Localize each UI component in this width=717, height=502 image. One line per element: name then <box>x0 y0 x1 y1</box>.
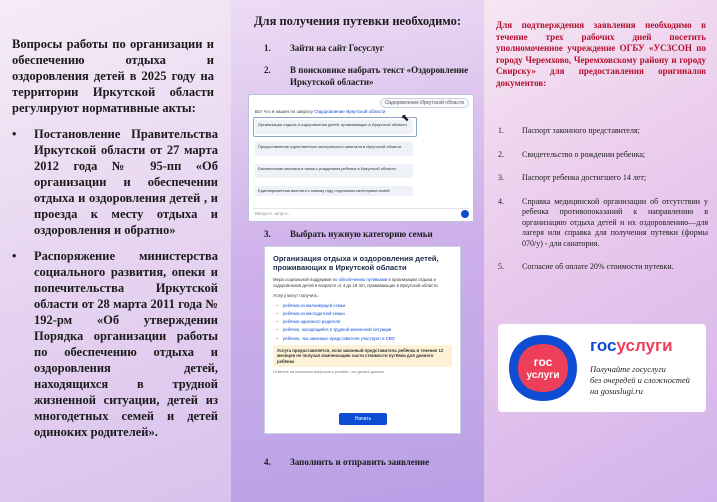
category-screenshot <box>264 246 461 434</box>
requirements-lead: Для подтверждения заявления необходимо в течение трех рабочих дней посетить уполномоченное учреждение ОГБУ «УСЗСОН по городу Черемхово, Черемховскому району и городу Свирску» для предоставления оригиналов документов: <box>496 20 706 88</box>
intro-text: Вопросы работы по организации и обеспечению отдыха и оздоровления детей в 2025 году на территории Иркутской области регулируют нормативные акты: <box>12 37 214 115</box>
doc-text: Паспорт ребенка достигшего 14 лет; <box>522 173 647 182</box>
doc-number: 4. <box>498 196 504 206</box>
step-number: 2. <box>264 65 271 75</box>
category-intro-link: по обеспечению путёвками <box>332 277 388 282</box>
category-item: – ребёнок одинокого родителя <box>273 319 452 324</box>
doc-text: Справка медицинской организации об отсутствии у ребенка противопоказаний к направлению в организацию отдыха детей и их оздоровлению—для лагеря или справка для получения путевки (формы 070/у) - для санатория. <box>522 196 708 248</box>
gosuslugi-tagline: без очередей и сложностей <box>590 375 690 385</box>
search-option: Единовременная выплата к новому году отдельным категориям семей <box>255 186 413 196</box>
bullet-icon: • <box>12 249 17 263</box>
doc-number: 5. <box>498 262 504 271</box>
list-item <box>496 126 708 137</box>
step-text: В поисковике набрать текст «Оздоровление Иркутской области» <box>290 65 469 87</box>
act-text: Постановление Правительства Иркутской области от 27 марта 2012 года № 95-пп «Об организации и обеспечении отдыха и оздоровления детей , и проезда к месту отдыха и оздоровления и обратно» <box>34 127 218 237</box>
list-item <box>496 262 708 273</box>
steps-title: Для получения путевки необходимо: <box>253 14 462 28</box>
category-item: – ребёнок, находящийся в трудной жизненной ситуации <box>273 327 452 332</box>
list-item <box>12 248 218 440</box>
step-number: 3. <box>264 229 271 239</box>
act-text: Распоряжение министерства социального развития, опеки и попечительства Иркутской области от 28 марта 2011 года № 192-рм «Об утверждении Порядка организации работы по обеспечению отдыха и оздоровления детей, находящихся в трудной жизненной ситуации, детей из многодетных семей и детей одиноких родителей». <box>34 249 218 439</box>
search-input: Введите запрос... <box>253 208 469 218</box>
selected-option-frame <box>253 117 417 137</box>
step-number: 4. <box>264 457 271 467</box>
wordmark-b: услуги <box>616 336 673 355</box>
category-item: – ребёнок из малоимущей семьи <box>273 303 452 308</box>
doc-number: 3. <box>498 173 504 182</box>
cursor-icon: ⬉ <box>401 113 410 124</box>
wordmark-a: гос <box>590 336 617 355</box>
category-title: Организация отдыха и оздоровления детей, проживающих в Иркутской области <box>273 254 439 272</box>
logo-text-bottom: услуги <box>526 370 560 381</box>
search-query-chip: Оздоровление Иркутской области <box>380 98 469 108</box>
documents-list <box>496 126 708 286</box>
search-answer-text: Вот что я нашел по запросу <box>255 109 315 114</box>
doc-number: 2. <box>498 149 504 159</box>
send-icon <box>461 210 469 218</box>
search-option: Предоставление единственного материнского капитала в Иркутской области <box>255 142 413 156</box>
category-notice: Услуга предоставляется, если законный представитель ребёнка в течение 12 месяцев не получал компенсацию части стоимости путёвки для данного ребёнка <box>273 345 452 367</box>
category-list <box>273 303 452 341</box>
doc-number: 1. <box>498 126 504 135</box>
doc-text: Паспорт законного представителя; <box>522 126 640 135</box>
gosuslugi-tagline: Получайте госуслуги <box>590 364 666 374</box>
category-intro-a: Мера социальной поддержки <box>273 277 333 282</box>
search-option: Ежемесячная выплата в связи с рождением ребенка в Иркутской области <box>255 164 413 178</box>
category-hint: Ответьте на несколько вопросов и узнайте, что делать дальше <box>273 369 385 374</box>
step-text: Выбрать нужную категорию семьи <box>290 229 433 239</box>
list-item <box>496 150 708 161</box>
category-who: Услугу могут получить: <box>273 293 319 298</box>
search-answer <box>255 109 385 114</box>
middle-panel <box>231 0 484 502</box>
search-option: Организация отдыха и оздоровления детей, проживающих в Иркутской области <box>255 120 413 134</box>
category-intro <box>273 277 452 288</box>
category-item: – ребёнок, чьи законные представители участвуют в СВО <box>273 336 452 341</box>
category-item: – ребёнок из многодетной семьи <box>273 311 452 316</box>
doc-text: Согласие об оплате 20% стоимости путевки. <box>522 262 674 271</box>
gosuslugi-wordmark <box>590 336 673 356</box>
gosuslugi-logo-icon <box>505 332 581 404</box>
right-panel <box>484 0 717 502</box>
list-item <box>12 126 218 238</box>
step-text: Зайти на сайт Госуслуг <box>290 43 384 53</box>
start-button: Начать <box>339 413 387 425</box>
doc-text: Свидетельство о рождении ребенка; <box>522 149 646 159</box>
gosuslugi-link: на gosuslugi.ru <box>590 386 643 396</box>
step-text: Заполнить и отправить заявление <box>290 457 430 467</box>
left-panel <box>0 0 231 502</box>
acts-list <box>12 126 218 450</box>
category-intro-b: в организации отдыха и оздоровления детей в возрасте от 4 до 18 лет, проживающих в Иркутской области <box>273 277 438 288</box>
bullet-icon: • <box>12 127 17 141</box>
gosuslugi-banner <box>498 324 706 412</box>
logo-text-top: гос <box>533 355 553 369</box>
list-item <box>496 173 708 184</box>
step-number: 1. <box>264 43 271 53</box>
list-item <box>496 197 708 250</box>
search-screenshot <box>248 94 474 222</box>
search-answer-link: Оздоровление Иркутской области <box>314 109 386 114</box>
